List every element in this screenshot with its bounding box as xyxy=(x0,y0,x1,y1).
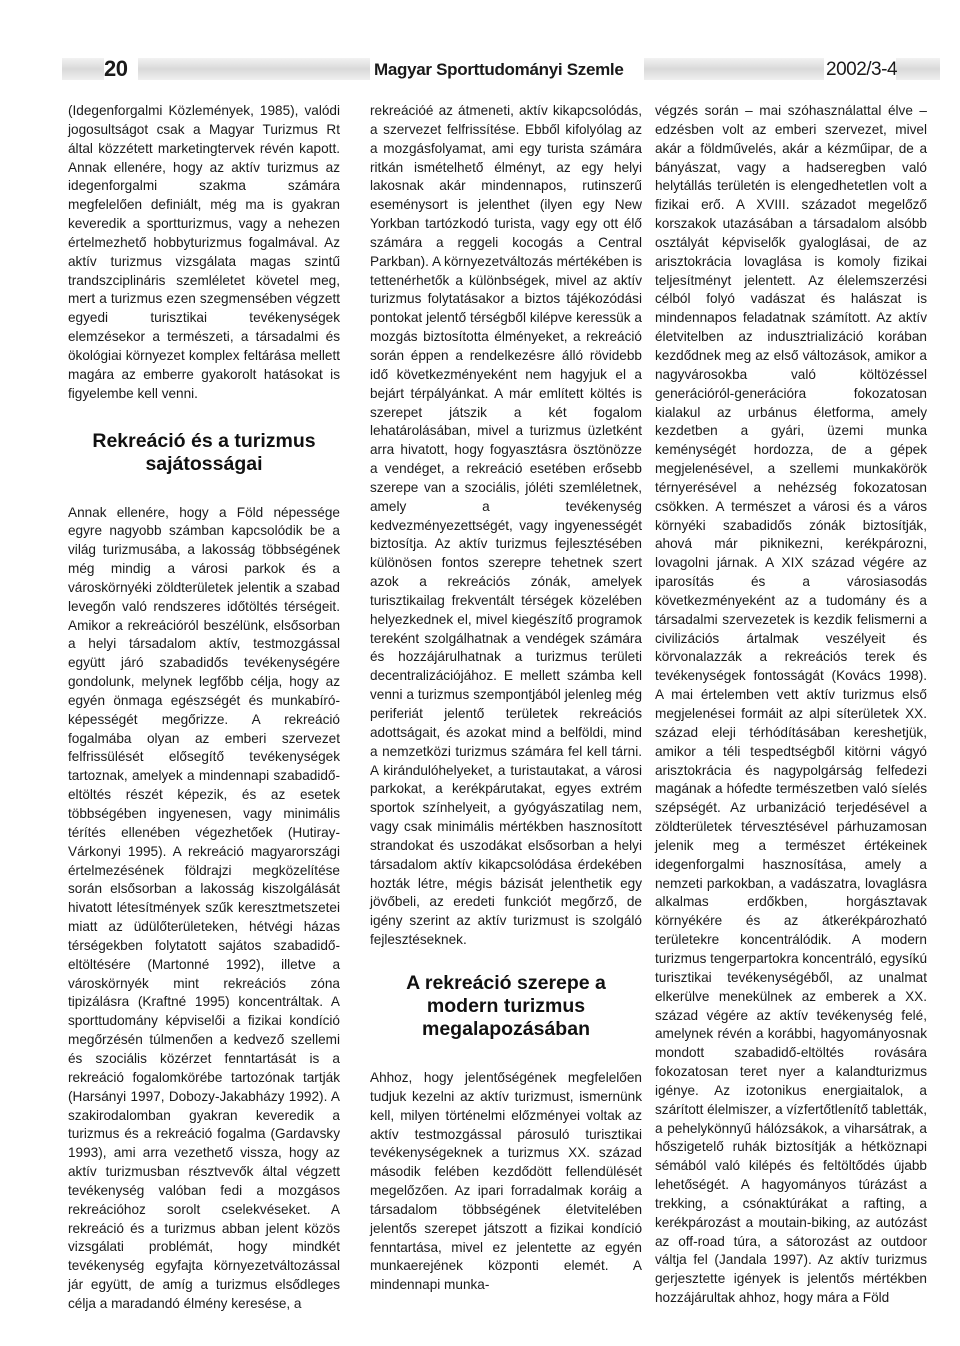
page-number: 20 xyxy=(104,56,128,81)
section-heading: Rekreáció és a turizmus sajátosságai xyxy=(92,429,316,475)
paragraph: Annak ellenére, hogy a Föld népessége egyre nagyobb számban kapcsolódik be a világ turizmusába, a lakosság többségének még mindig a városi parkok és a városkörnyéki zöldterületek jelentik a szabad levegőn való rendszeres időtöltés térségeit. Amikor a rekreációról beszélünk, elsősorban a helyi társadalom aktív, testmozgással együtt járó szabadidős tevékenységére gondolunk, melynek legfőbb célja, hogy az egyén önmaga egészségét és munkabíró-képességét megőrizze. A rekreáció fogalmába olyan az emberi szervezet felfrissülését elősegítő tevékenységek tartoznak, amelyek a mindennapi szabadidő-eltöltés részét képezik, és az esetek többségében ingyenesen, vagy minimális térítés ellenében végezhetőek (Hutiray-Várkonyi 1995). A rekreáció magyarországi értelmezésének földrajzi megközelítése során elsősorban a lakosság kiszolgálását hivatott létesítmények szűk keresztmetszetei miatt az üdülőterületeken, hétvégi házas térségekben folytatott sajátos szabadidő-eltöltésére (Martonné 1992), illetve a városkörnyék mint rekreációs zóna tipizálásra (Kraftné 1995) koncentráltak. A sporttudomány képviselői a fizikai kondíció megőrzésén túlmenően a kedvező szellemi és szociális közérzet fenntartását is a rekreáció fogalomkörébe tartozónak tartják (Harsányi 1997, Dobozy-Jakabházy 1992). A szakirodalomban gyakran keveredik a turizmus és a rekreáció fogalma (Gardavsky 1993), ami arra vezethető vissza, hogy az aktív turizmusban résztvevők által végzett tevékenység valóban fedi a mozgásos rekreációhoz sorolt cselekvéseket. A rekreáció és a turizmus abban jelent közös vizsgálati problémát, hogy mindkét tevékenység egyfajta környezetváltozással jár együtt, de amíg a turizmus elsődleges célja a maradandó élmény keresése, a xyxy=(68,504,340,1311)
column-right xyxy=(655,102,927,1308)
column-left xyxy=(68,102,340,1314)
header-band-right xyxy=(896,58,940,80)
issue-number: 2002/3-4 xyxy=(826,59,898,80)
section-heading: A rekreáció szerepe a modern turizmus megalapozásában xyxy=(406,971,606,1040)
paragraph: (Idegenforgalmi Közlemények, 1985), valódi jogosultságot csak a Magyar Turizmus Rt által közzétett marketingtervek révén kapott. Annak ellenére, hogy az aktív turizmus az idegenforgalmi szakma számára megfelelően definiált, még ma is gyakran keveredik a sportturizmus, vagy a nehezen értelmezhető hobbyturizmus fogalmával. Az aktív turizmus vizsgálata magas szintű trandszciplináris szemléletet követel meg, mert a turizmus ezen szegmensében végzett egyedi turisztikai tevékenységek elemzésekor a természeti, a társadalmi és ökológiai környezet komplex feltárása mellett magára az emberre gyakorolt hatásokat is figyelembe kell venni. xyxy=(68,103,340,401)
header-band-center-right xyxy=(644,58,824,80)
column-middle xyxy=(370,102,642,1295)
paragraph: végzés során – mai szóhasználattal élve – edzésben volt az emberi szervezet, mivel akár a földművelés, akár a kézműipar, de a bányászat, vagy a hadseregben való helytállás területén is elengedhetetlen volt a fizikai erő. A XVIII. századot megelőző korszakok utazásában a társadalom alsóbb osztályát képviselők gyaloglásai, de az arisztokrácia lovaglása is komoly fizikai teljesítményt jelentett. Az élelemszerzési célból folyó vadászat és halászat is mindennapos feladatnak számított. Az aktív életvitelben az indusztrializáció korában kezdődnek meg az első változások, amikor a nagyvárosokba való költözéssel generációról-generációra fokozatosan kialakul az urbánus életforma, amely kezdetben a gyári, üzemi munka keménységét hordozza, de a gépek megjelenésével, a szellemi munkakörök térnyerésével a nehézség fokozatosan csökken. A természet a városi és a város környéki szabadidős zónák biztosítják, ahová már piknikezni, kerékpározni, lovagolni járnak. A XIX század végére az iparosítás és a városiasodás következményeként az a tudomány és a társadalmi szervezetek is kezdik felismerni a civilizációs ártalmak veszélyeit és körvonalazzák a rekreációs terek és tevékenységek fontosságát (Kovács 1998). A mai értelemben vett aktív turizmus első megjelenései formáit az alpi síterületek XX. század eleji térhódításában kereshetjük, amikor a téli tespedtségből kitörni vágyó arisztokrácia és nagypolgárság felfedezi magának a hófedte természetben való síelés szépségét. Az urbanizáció terjedésével a zöldterületek térvesztésével párhuzamosan jelenik meg a természet értékeinek idegenforgalmi hasznosítása, amely a nemzeti parkokban, a vadászatra, lovaglásra alkalmas erdőkben, horgásztavak környékére és az átkerékpározható területekre koncentrálódik. A modern turizmus tengerpartokra koncentráló, egysíkú turisztikai tevékenységéből, az unalmat elkerülve menekülnek az emberek a XX. század végére az aktív tevékenység felé, amelynek révén a korábbi, hagyományosnak mondott szabadidő-eltöltés rovására fokozatosan teret nyer a kalandturizmus igénye. Az izotonikus energiaitalok, a szárított élelmiszer, a vízfertőtlenítő tabletták, a pehelykönnyű hálózsákok, a viharsátrak, a hőszigetelő ruhák biztosítják a hétköznapi sémából való kilépés és feltöltődés újabb lehetőségét. A hagyományos túrázást a trekking, a csónaktúrákat a rafting, a kerékpározást a moutain-biking, az autózást az off-road túra, a sátorozást az outdoor váltja fel (Jandala 1997). Az aktív turizmus gerjesztette igények is jelentős mértékben hozzájárultak ahhoz, hogy mára a Föld xyxy=(655,103,928,1306)
running-header xyxy=(0,52,960,96)
paragraph: rekreációé az átmeneti, aktív kikapcsolódás, a szervezet felfrissítése. Ebből kifolyólag az a mozgásfolyamat, ami egy turista számára ritkán ismételhető élményt, az egy helyi lakosnak akár mindennapos, rutinszerű eseménysort is jelenthet (ilyen egy New Yorkban tartózkodó turista, vagy egy ott élő számára a reggeli kocogás a Central Parkban). A környezetváltozás mértékében is tettenérhetők a különbségek, mivel az aktív turizmus folytatásakor a biztos tájékozódási pontokat jelentő térségből kilépve keressük a mozgás biztosította élményeket, a rekreáció során éppen a rendelkezésre álló rövidebb idő következményeként nem hagyjuk el a bejárt térpályánkat. A már említett költés is szerepet játszik a két fogalom lehatárolásában, mivel a turizmus üzletként arra hivatott, hogy fogyasztásra ösztönözze a vendéget, a rekreáció esetében erősebb szerepe van a szociális, jóléti szemléletnek, amely a tevékenység kedvezményezettségét, vagy ingyenességét biztosítja. Az aktív turizmus fejlesztésében különösen fontos szerepre tehetnek szert azok a rekreációs zónák, amelyek turisztikailag frekventált térségek közelében helyezkednek el, mivel kiegészítő programok tereként szolgálhatnak a vendégek számára és hozzájárulhatnak a turizmus területi decentralizációjához. E mellett számba kell venni a turizmus szempontjából jelenleg még periferiát jelentő területek rekreációs adottságait, és azokat mind a belföldi, mind a nemzetközi turizmus számára fel kell tárni. A kirándulóhelyeket, a turistautakat, a városi parkokat, a kerékpárutakat, egyes extrém sportok színhelyeit, a gyógyászatilag nem, vagy csak minimális mértékben hasznosított strandokat és uszodákat elsősorban a helyi társadalom aktív kikapcsolódása érdekében hozták létre, mégis bázisát jelenthetik egy jövőbeli, az eredeti funkciót megőrző, de igény szerint az aktív turizmust is szolgáló fejlesztéseknek. xyxy=(370,103,643,948)
header-band-center-left xyxy=(138,58,370,80)
paragraph: Ahhoz, hogy jelentőségének megfelelően tudjuk kezelni az aktív turizmust, ismernünk kell, milyen történelmi előzményei voltak az aktív testmozgással párosuló turisztikai tevékenységeknek a turizmus XX. század második felében kezdődött fellendülését megelőzően. Az ipari forradalmak koráig a társadalom többségének életvitelében jelentős szerepet játszott a fizikai kondíció fenntartása, mivel ez jelentette az egyén munkaerejének központi elemét. A mindennapi munka- xyxy=(370,1069,642,1293)
header-band-left xyxy=(62,58,104,80)
journal-title: Magyar Sporttudományi Szemle xyxy=(374,60,624,79)
